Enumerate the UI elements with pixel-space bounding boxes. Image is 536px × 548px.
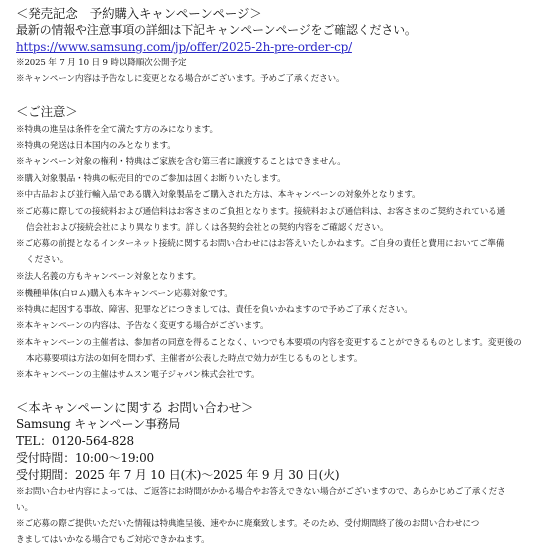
campaign-page-link[interactable]: https://www.samsung.com/jp/offer/2025-2h-pre-order-cp/ [16, 40, 352, 54]
caution-line: ※購入対象製品・特典の転売目的でのご参加は固くお断りいたします。 [16, 174, 286, 184]
caution-line: ※法人名義の方もキャンペーン対象となります。 [16, 272, 201, 282]
contact-period: 受付期間：2025 年 7 月 10 日(木)～2025 年 9 月 30 日(火) [16, 468, 340, 482]
caution-line: ※特典の発送は日本国内のみとなります。 [16, 141, 176, 151]
campaign-publish-note: ※2025 年 7 月 10 日 9 時以降順次公開予定 [16, 58, 187, 68]
caution-line-continued: 信会社および接続会社により異なります。詳しくは各契約会社との契約内容をご確認ください。 [26, 223, 389, 233]
contact-phone: TEL：0120-564-828 [16, 434, 134, 448]
campaign-intro-text: 最新の情報や注意事項の詳細は下記キャンペーンページをご確認ください。 [16, 23, 417, 37]
campaign-change-note: ※キャンペーン内容は予告なしに変更となる場合がございます。予めご了承ください。 [16, 74, 345, 84]
caution-line: ※キャンペーン対象の権利・特典はご家族を含む第三者に譲渡することはできません。 [16, 157, 346, 167]
contact-note: ※ご応募の際ご提供いただいた情報は特典進呈後、速やかに廃棄致します。そのため、受付期間終了後のお問い合わせにつ [16, 519, 480, 529]
caution-line-continued: ください。 [26, 255, 69, 265]
contact-heading: ＜本キャンペーンに関する お問い合わせ＞ [16, 400, 254, 415]
contact-note-continued: い。 [16, 503, 33, 513]
contact-note: ※お問い合わせ内容によっては、ご返答にお時間がかかる場合やお答えできない場合がございますので、あらかじめご了承くださ [16, 487, 506, 497]
caution-line: ※ご応募に際しての接続料および通信料はお客さまのご負担となります。接続料および通信料は、お客さまのご契約されている通 [16, 207, 506, 217]
campaign-page-heading: ＜発売記念 予約購入キャンペーンページ＞ [16, 6, 262, 21]
caution-line-continued: 本応募要項は方法の如何を問わず、主催者が公表した時点で効力が生じるものとします。 [26, 354, 363, 364]
caution-line: ※本キャンペーンの内容は、予告なく変更する場合がございます。 [16, 321, 269, 331]
caution-line: ※特典の進呈は条件を全て満たす方のみになります。 [16, 125, 218, 135]
contact-note-continued: きましてはいかなる場合でもご対応できかねます。 [16, 535, 210, 545]
cautions-heading: ＜ご注意＞ [16, 104, 78, 119]
caution-line: ※ご応募の前提となるインターネット接続に関するお問い合わせにはお答えいたしかねます。ご自身の責任と費用においてご準備 [16, 239, 505, 249]
caution-line: ※本キャンペーンの主催者は、参加者の同意を得ることなく、いつでも本要項の内容を変更することができるものとします。変更後の [16, 338, 522, 348]
caution-line: ※本キャンペーンの主催はサムスン電子ジャパン株式会社です。 [16, 370, 260, 380]
contact-office: Samsung キャンペーン事務局 [16, 417, 181, 431]
caution-line: ※中古品および並行輸入品である購入対象製品をご購入された方は、本キャンペーンの対象外となります。 [16, 190, 421, 200]
contact-hours: 受付時間：10:00～19:00 [16, 451, 154, 465]
caution-line: ※特典に起因する事故、障害、犯罪などにつきましては、責任を負いかねますので予めご了承ください。 [16, 305, 413, 315]
caution-line: ※機種単体(白ロム)購入も本キャンペーン応募対象です。 [16, 289, 233, 299]
